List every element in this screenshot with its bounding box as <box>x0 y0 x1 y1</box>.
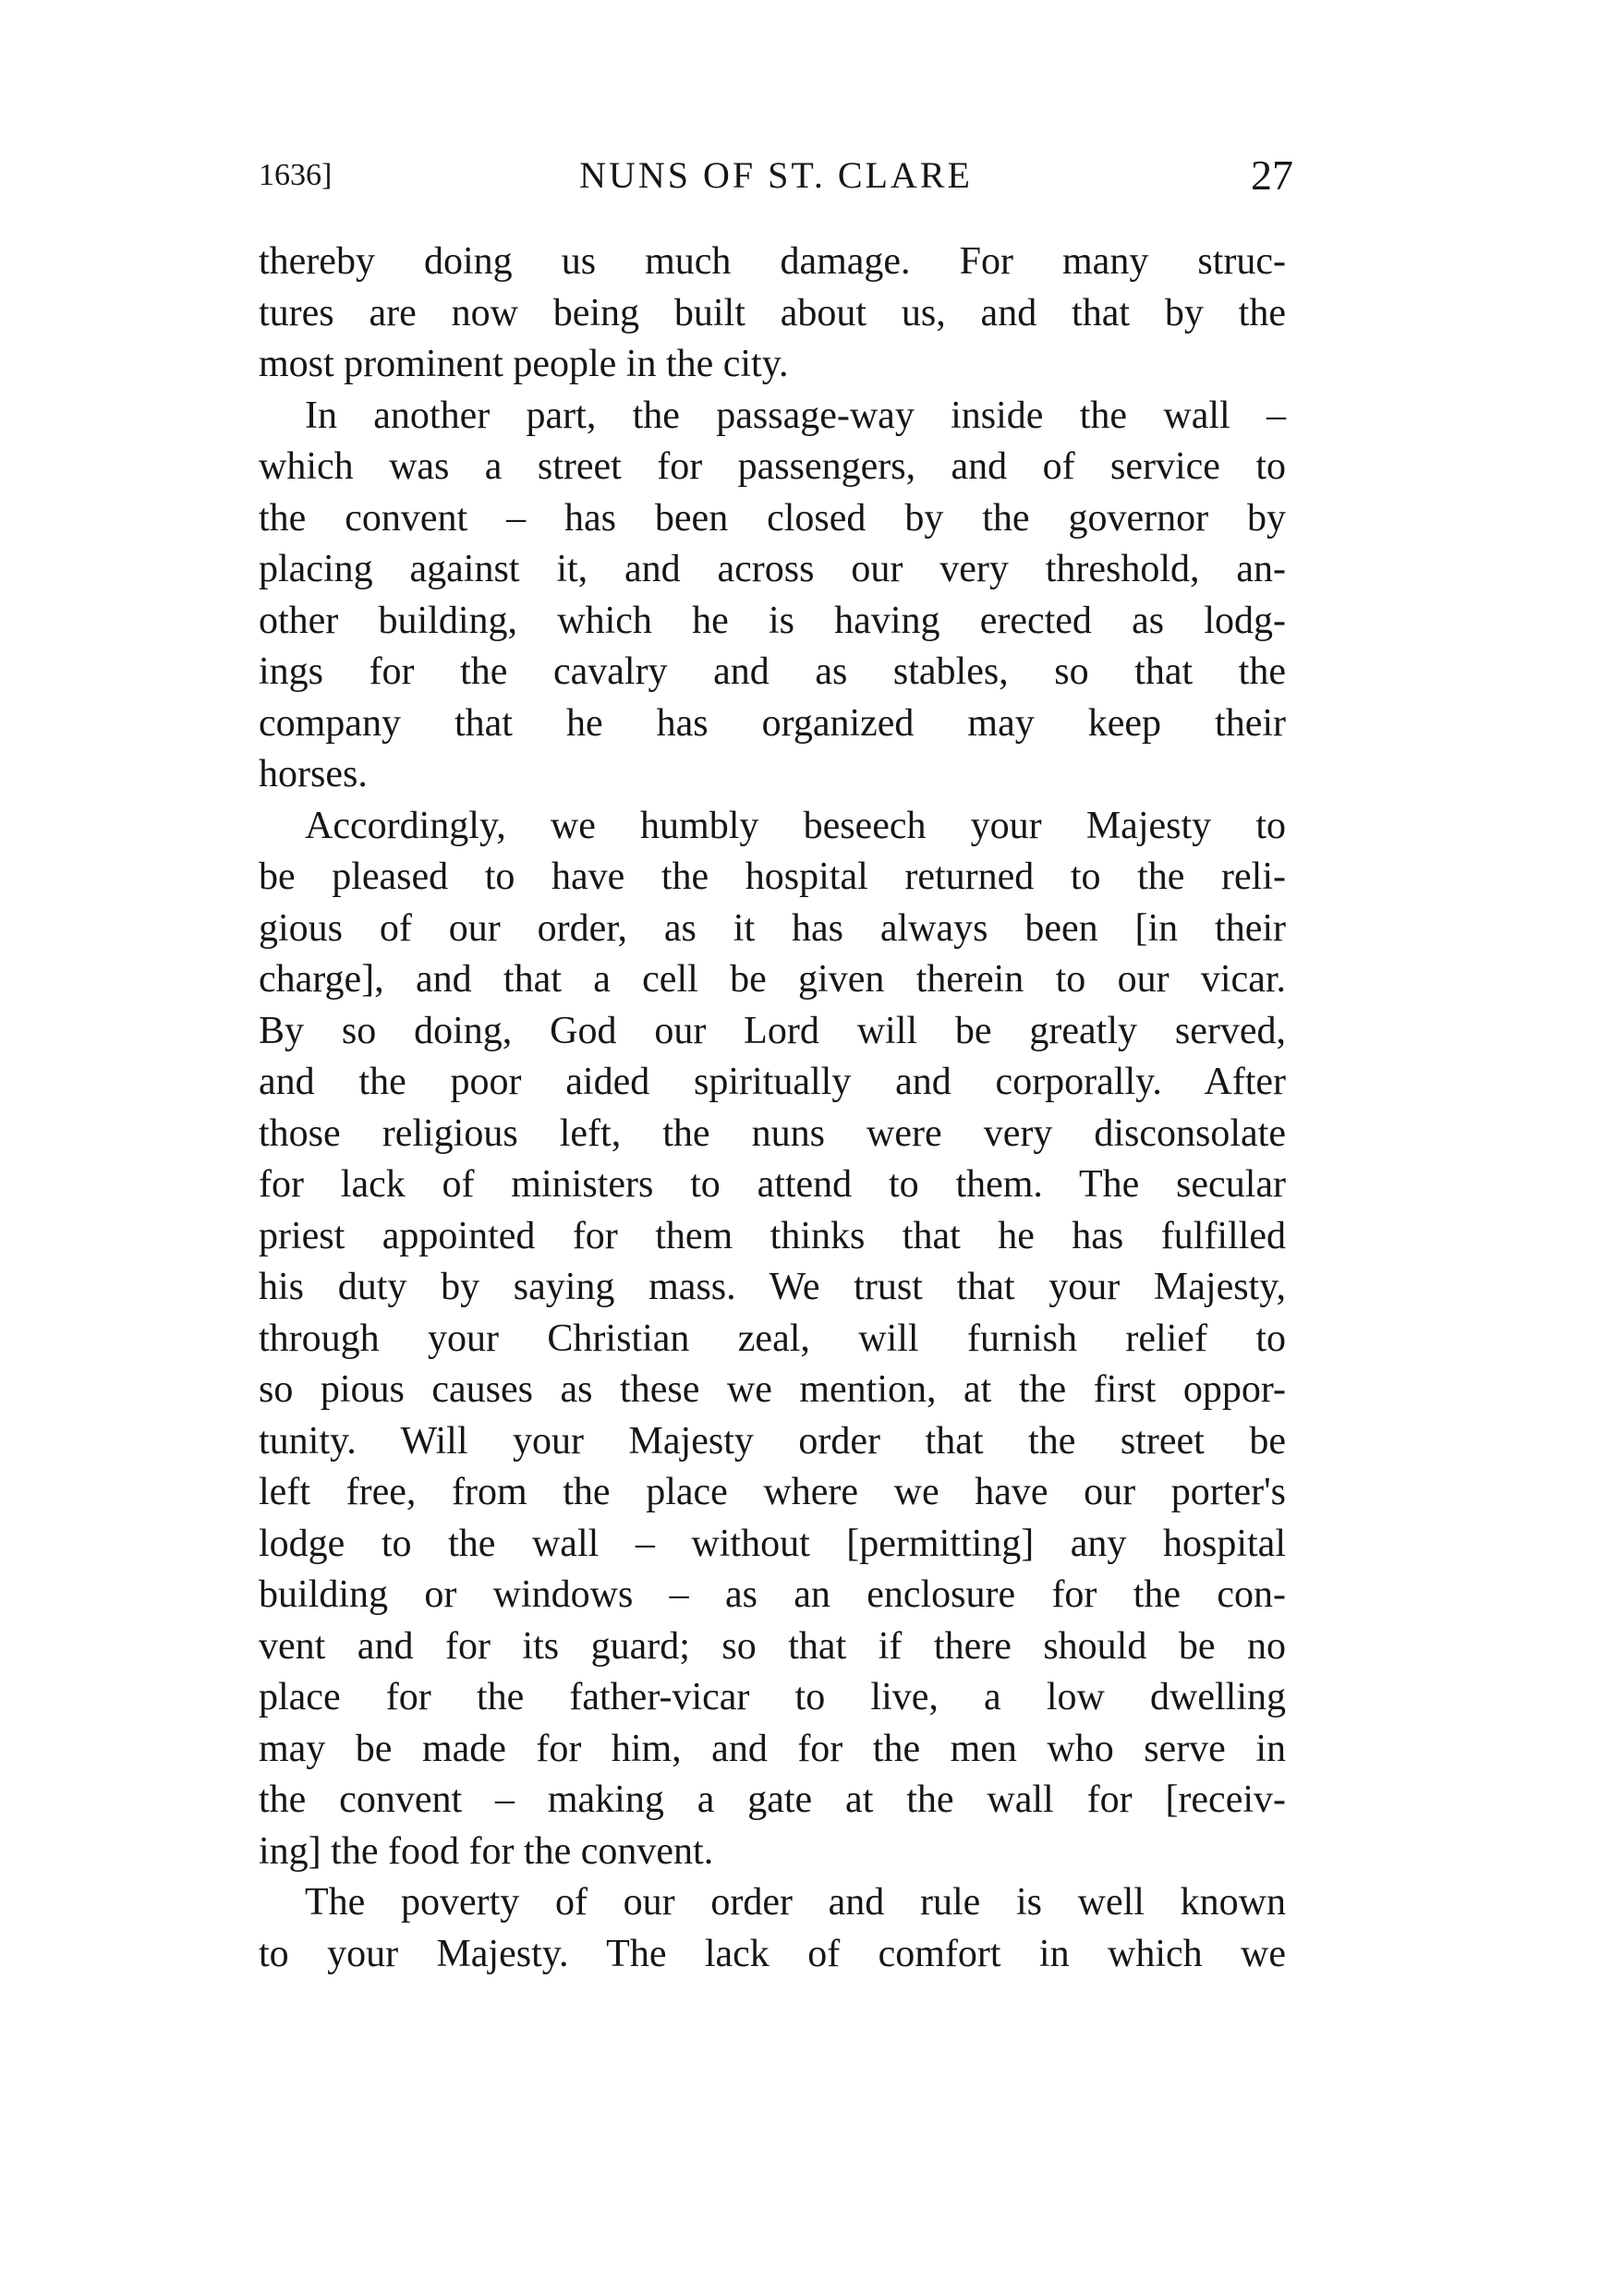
text-line: thereby doing us much damage. For many struc- <box>259 240 1286 283</box>
text-line: tunity. Will your Majesty order that the street be <box>259 1419 1286 1463</box>
text-line: which was a street for passengers, and of service to <box>259 445 1286 488</box>
text-line: may be made for him, and for the men who serve in <box>259 1727 1286 1770</box>
text-line: ings for the cavalry and as stables, so that the <box>259 650 1286 693</box>
text-line: ing] the food for the convent. <box>259 1829 714 1873</box>
text-line: most prominent people in the city. <box>259 343 789 385</box>
text-line: the convent – making a gate at the wall for [receiv- <box>259 1778 1286 1821</box>
page-number: 27 <box>1251 152 1293 199</box>
text-line: left free, from the place where we have our porter's <box>259 1471 1286 1513</box>
text-line: the convent – has been closed by the governor by <box>259 496 1286 540</box>
text-line: through your Christian zeal, will furnish relief to <box>259 1317 1286 1360</box>
text-line: and the poor aided spiritually and corporally. After <box>259 1061 1286 1103</box>
text-line: place for the father-vicar to live, a low dwelling <box>259 1676 1286 1718</box>
text-line: building or windows – as an enclosure for the con- <box>259 1573 1286 1616</box>
text-line: be pleased to have the hospital returned to the reli- <box>259 856 1286 898</box>
text-line: By so doing, God our Lord will be greatly served, <box>259 1009 1286 1052</box>
running-head-year: 1636] <box>259 158 333 192</box>
body-text <box>259 237 1286 1980</box>
text-line: lodge to the wall – without [permitting] any hospital <box>259 1522 1286 1565</box>
text-line: his duty by saying mass. We trust that your Majesty, <box>259 1266 1286 1308</box>
text-line: priest appointed for them thinks that he has fulfilled <box>259 1214 1286 1257</box>
text-line: company that he has organized may keep their <box>259 701 1286 745</box>
text-line: charge], and that a cell be given therein to our vicar. <box>259 958 1286 1001</box>
text-line: The poverty of our order and rule is well known <box>305 1881 1286 1924</box>
text-line: those religious left, the nuns were very disconsolate <box>259 1111 1286 1155</box>
text-line: Accordingly, we humbly beseech your Majesty to <box>305 804 1286 847</box>
text-line: for lack of ministers to attend to them. The secular <box>259 1163 1286 1206</box>
text-line: vent and for its guard; so that if there should be no <box>259 1624 1286 1668</box>
text-line: tures are now being built about us, and that by the <box>259 291 1286 334</box>
running-head <box>259 148 1293 203</box>
text-line: horses. <box>259 753 368 795</box>
text-line: to your Majesty. The lack of comfort in which we <box>259 1932 1286 1975</box>
text-line: so pious causes as these we mention, at the first oppor- <box>259 1368 1286 1411</box>
text-line: other building, which he is having erected as lodg- <box>259 599 1286 642</box>
text-line: gious of our order, as it has always been [in their <box>259 906 1286 950</box>
running-head-title: NUNS OF ST. CLARE <box>579 154 973 196</box>
text-line: In another part, the passage-way inside the wall – <box>305 394 1286 437</box>
text-line: placing against it, and across our very threshold, an- <box>259 548 1286 590</box>
